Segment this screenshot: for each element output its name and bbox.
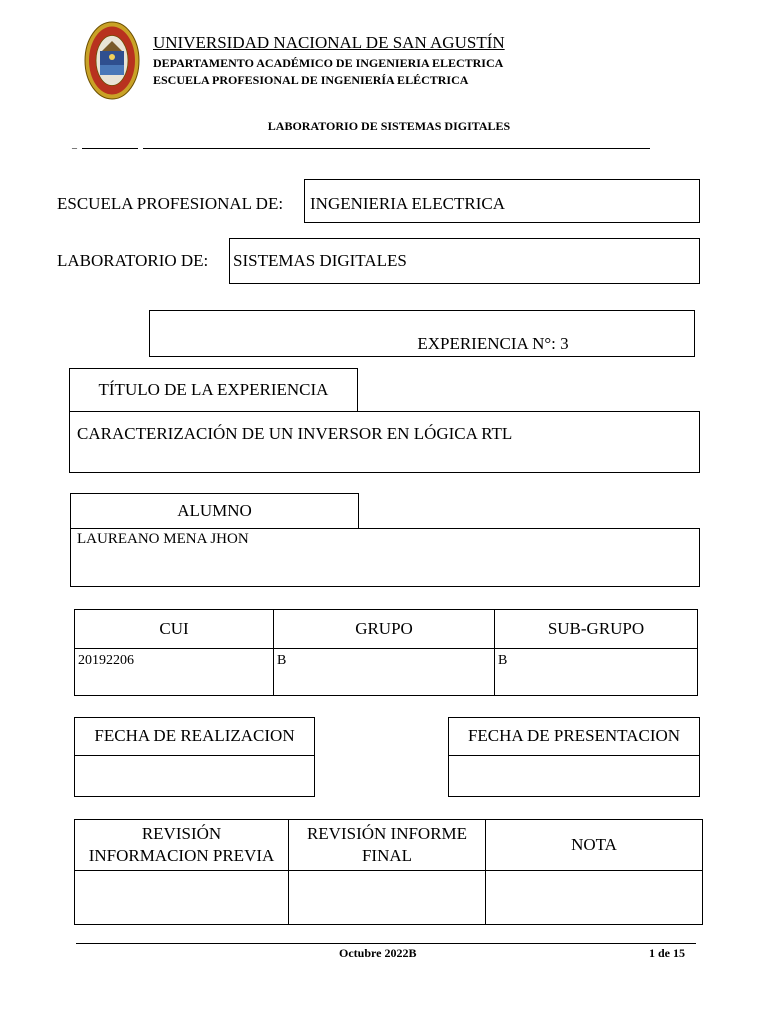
experience-number: EXPERIENCIA N°: 3	[417, 334, 569, 353]
university-seal-logo	[84, 21, 140, 100]
subgroup-header: SUB-GRUPO	[495, 610, 698, 649]
header-rule-long	[143, 148, 650, 149]
realization-date-label-box	[74, 717, 315, 756]
student-label-box	[70, 493, 359, 529]
grades-table-value-row	[75, 871, 703, 925]
title-label-box	[69, 368, 358, 412]
experience-box[interactable]	[149, 310, 695, 357]
grades-table-header-row	[75, 820, 703, 871]
student-value-box[interactable]	[70, 528, 700, 587]
department-name: DEPARTAMENTO ACADÉMICO DE INGENIERIA ELECTRICA	[153, 56, 504, 70]
school-field-box[interactable]	[304, 179, 700, 223]
ids-table	[74, 609, 698, 696]
student-label: ALUMNO	[177, 501, 252, 520]
prior-review-header-line-2: INFORMACION PREVIA	[88, 846, 275, 865]
grade-header: NOTA	[486, 820, 703, 871]
prior-review-value[interactable]	[75, 871, 289, 925]
presentation-date-value[interactable]	[448, 755, 700, 797]
lab-heading: LABORATORIO DE SISTEMAS DIGITALES	[267, 119, 511, 133]
final-review-header-line-2: FINAL	[361, 846, 413, 865]
subgroup-value[interactable]: B	[495, 649, 698, 696]
school-field-value: INGENIERIA ELECTRICA	[310, 194, 506, 213]
presentation-date-label-box	[448, 717, 700, 756]
ids-table-value-row	[75, 649, 698, 696]
university-name: UNIVERSIDAD NACIONAL DE SAN AGUSTÍN	[153, 33, 505, 52]
cui-header: CUI	[75, 610, 274, 649]
prior-review-header	[75, 820, 289, 871]
realization-date-value[interactable]	[74, 755, 315, 797]
footer-date: Octubre 2022B	[339, 946, 417, 960]
lab-field-box[interactable]	[229, 238, 700, 284]
final-review-header	[289, 820, 486, 871]
school-field-label: ESCUELA PROFESIONAL DE:	[57, 194, 284, 213]
title-value-box[interactable]	[69, 411, 700, 473]
student-value: LAUREANO MENA JHON	[77, 531, 249, 547]
header-dash: _	[72, 139, 77, 150]
presentation-date-label: FECHA DE PRESENTACION	[467, 726, 681, 745]
header-rule-short	[82, 148, 138, 149]
title-value: CARACTERIZACIÓN DE UN INVERSOR EN LÓGICA RTL	[77, 424, 513, 443]
realization-date-label: FECHA DE REALIZACION	[94, 726, 295, 745]
group-header: GRUPO	[274, 610, 495, 649]
final-review-value[interactable]	[289, 871, 486, 925]
grade-value[interactable]	[486, 871, 703, 925]
footer-rule	[76, 943, 696, 944]
prior-review-header-line-1: REVISIÓN	[141, 824, 222, 843]
title-label: TÍTULO DE LA EXPERIENCIA	[98, 380, 329, 399]
lab-field-value: SISTEMAS DIGITALES	[233, 251, 407, 270]
lab-field-label: LABORATORIO DE:	[57, 251, 209, 270]
school-name: ESCUELA PROFESIONAL DE INGENIERÍA ELÉCTRICA	[153, 73, 469, 87]
cui-value[interactable]: 20192206	[75, 649, 274, 696]
grades-table	[74, 819, 703, 925]
final-review-header-line-1: REVISIÓN INFORME	[306, 824, 468, 843]
ids-table-header-row	[75, 610, 698, 649]
group-value[interactable]: B	[274, 649, 495, 696]
footer-page-number: 1 de 15	[649, 946, 685, 960]
